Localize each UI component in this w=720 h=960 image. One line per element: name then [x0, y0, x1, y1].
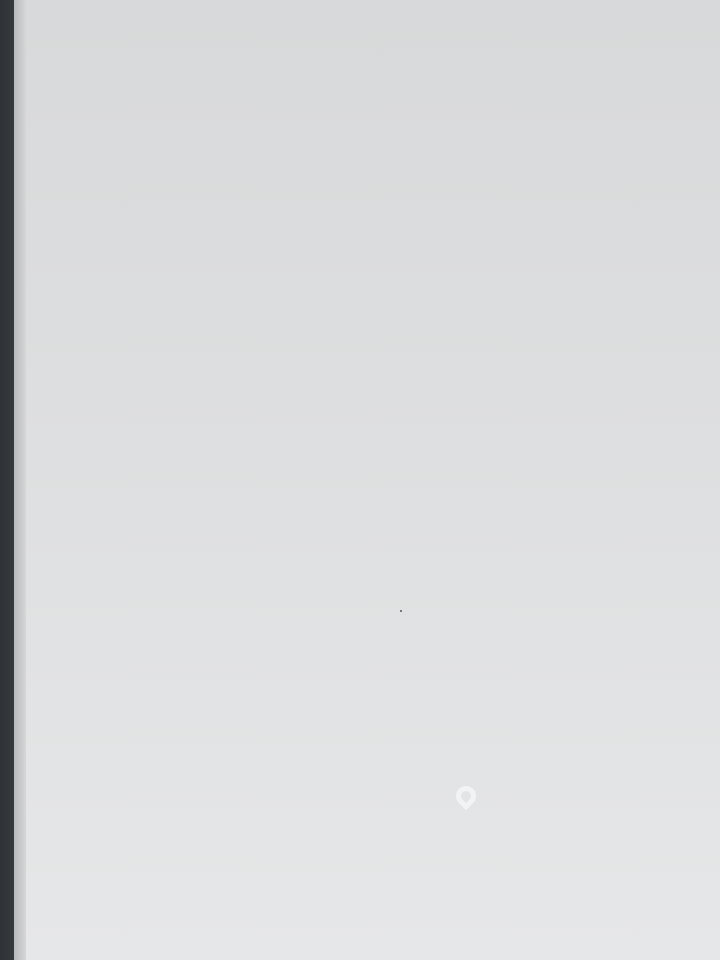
explication-table — [16, 30, 700, 581]
speck — [400, 610, 402, 612]
